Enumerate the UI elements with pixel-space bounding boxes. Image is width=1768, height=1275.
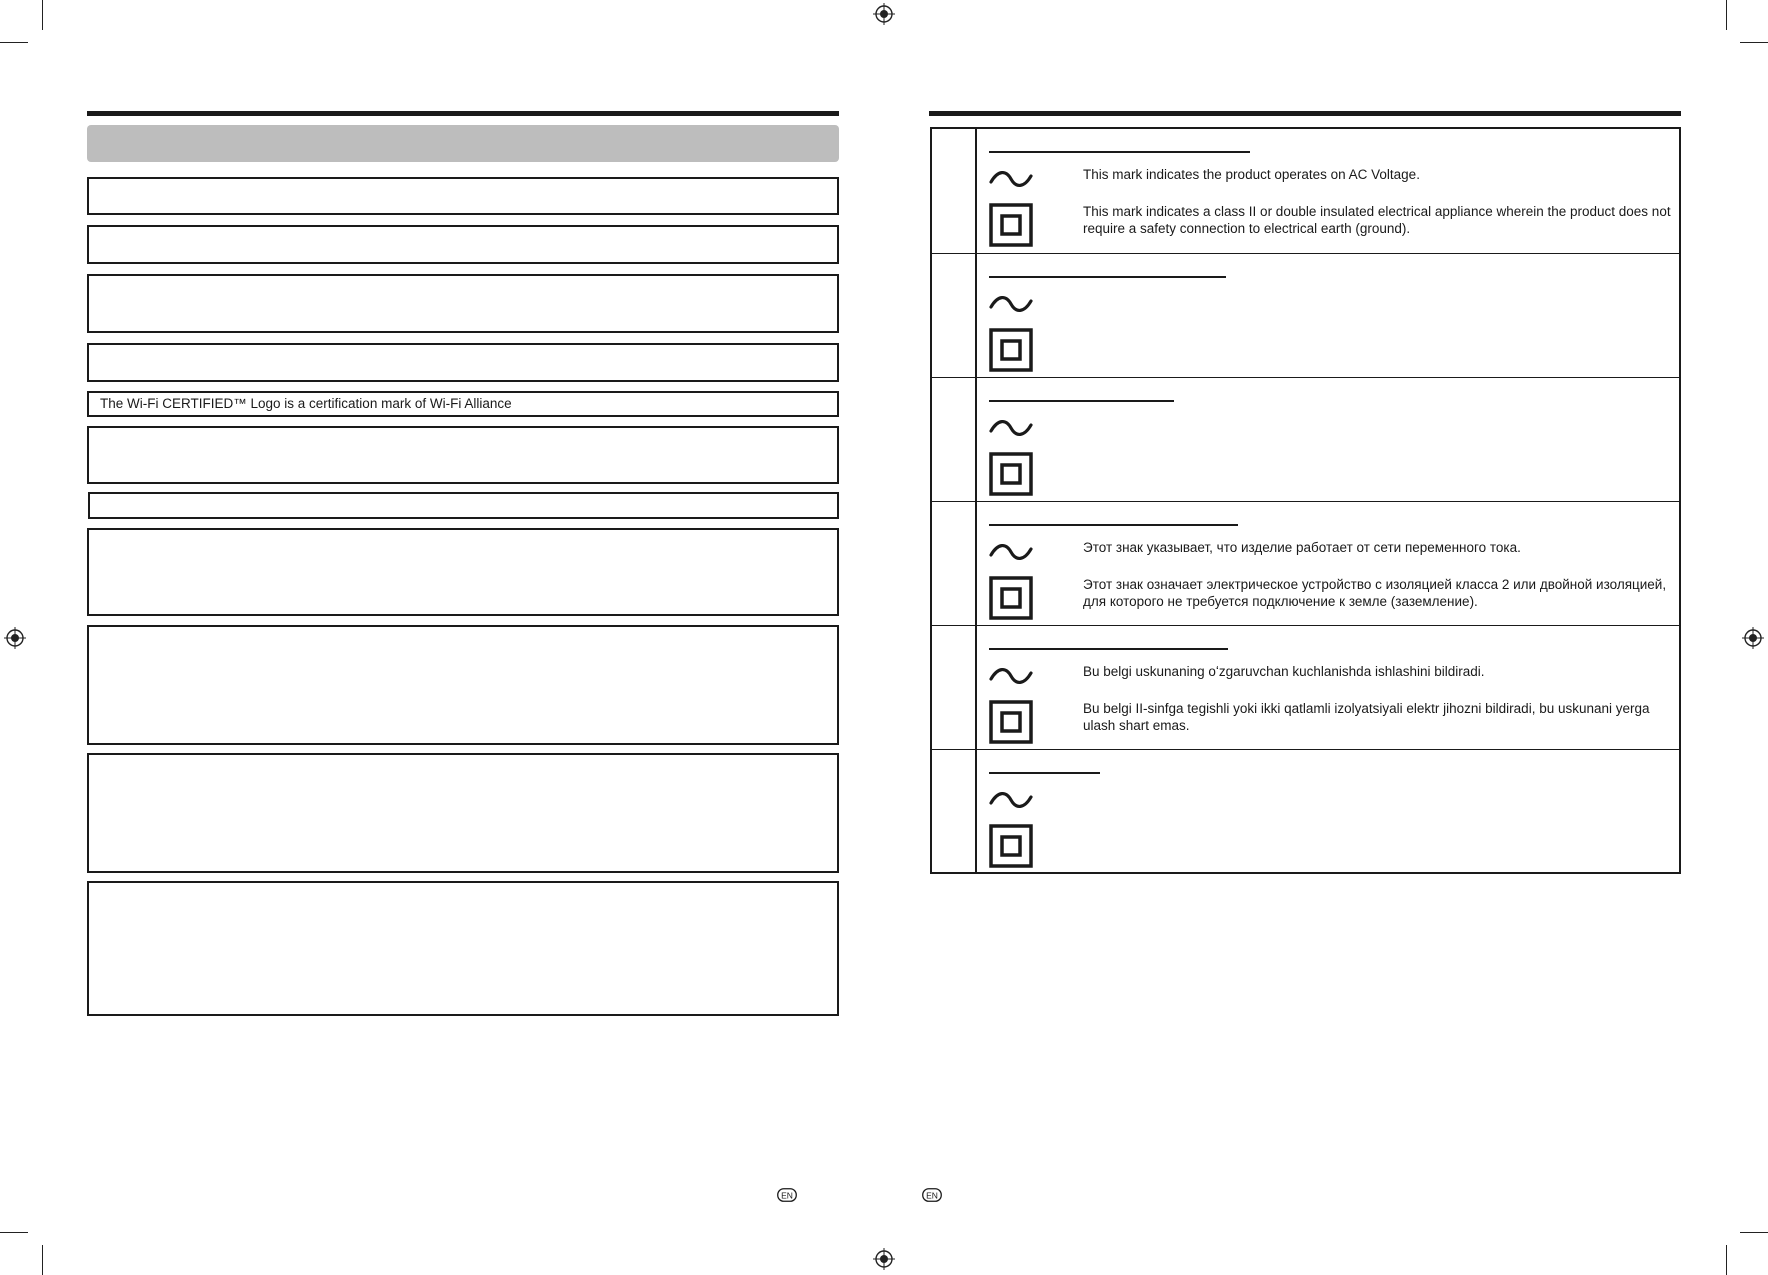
ac-voltage-icon [989,666,1033,686]
registration-mark-icon [873,3,895,25]
crop-mark [1726,1245,1727,1275]
registration-mark-icon [1742,627,1764,649]
left-page-header-bar [87,125,839,162]
wifi-certified-box [87,391,839,417]
double-insulated-icon [989,328,1033,372]
ac-voltage-description: Bu belgi uskunaning oʻzgaruvchan kuchlanishda ishlashini bildiradi. [1083,664,1485,679]
ac-voltage-icon [989,790,1033,810]
ac-voltage-icon [989,418,1033,438]
crop-mark [1726,0,1727,30]
crop-mark [1740,42,1768,43]
class2-description: Bu belgi II-sinfga tegishli yoki ikki qatlamli izolyatsiyali elektr jihozni bildiradi, bu uskunani yerga ulash shart emas. [1083,701,1650,733]
crop-mark [0,42,28,43]
right-page-top-rule [929,111,1681,116]
info-box-8 [87,528,839,616]
info-box-2 [87,225,839,264]
ac-voltage-description: This mark indicates the product operates on AC Voltage. [1083,167,1420,182]
heading-underline [989,772,1100,774]
double-insulated-icon [989,452,1033,496]
heading-underline [989,400,1174,402]
ac-voltage-icon [989,169,1033,189]
symbols-row-6 [932,749,1679,874]
ac-voltage-icon [989,542,1033,562]
ac-voltage-icon [989,294,1033,314]
info-box-6 [87,426,839,484]
double-insulated-icon [989,700,1033,744]
language-badge-icon [777,1188,797,1202]
language-badge-label: EN [781,1190,793,1201]
info-box-7 [88,492,839,519]
symbols-row-english [932,129,1679,253]
double-insulated-icon [989,824,1033,868]
language-badge-label: EN [926,1190,938,1201]
heading-underline [989,276,1226,278]
symbols-row-russian [932,501,1679,626]
info-box-1 [87,177,839,215]
symbols-row-2 [932,253,1679,378]
language-badge-icon [922,1188,942,1202]
heading-underline [989,151,1250,153]
crop-mark [42,1245,43,1275]
double-insulated-icon [989,576,1033,620]
ac-voltage-description: Этот знак указывает, что изделие работает от сети переменного тока. [1083,540,1521,555]
heading-underline [989,524,1238,526]
crop-mark [0,1232,28,1233]
class2-description: Этот знак означает электрическое устройство с изоляцией класса 2 или двойной изоляцией, для которого не требуется подключение к земле (заземление). [1083,577,1667,609]
double-insulated-icon [989,203,1033,247]
left-page-top-rule [87,111,839,116]
crop-mark [1740,1232,1768,1233]
heading-underline [989,648,1228,650]
symbols-row-uzbek [932,625,1679,750]
info-box-10 [87,753,839,873]
crop-mark [42,0,43,30]
info-box-3 [87,274,839,333]
class2-description: This mark indicates a class II or double insulated electrical appliance wherein the product does not require a safety connection to electrical earth (ground). [1083,204,1671,236]
registration-mark-icon [4,627,26,649]
symbols-row-3 [932,377,1679,502]
info-box-9 [87,625,839,745]
wifi-certified-text: The Wi-Fi CERTIFIED™ Logo is a certification mark of Wi-Fi Alliance [100,396,512,411]
symbols-table [930,127,1681,874]
info-box-4 [87,343,839,382]
registration-mark-icon [873,1248,895,1270]
info-box-11 [87,881,839,1016]
